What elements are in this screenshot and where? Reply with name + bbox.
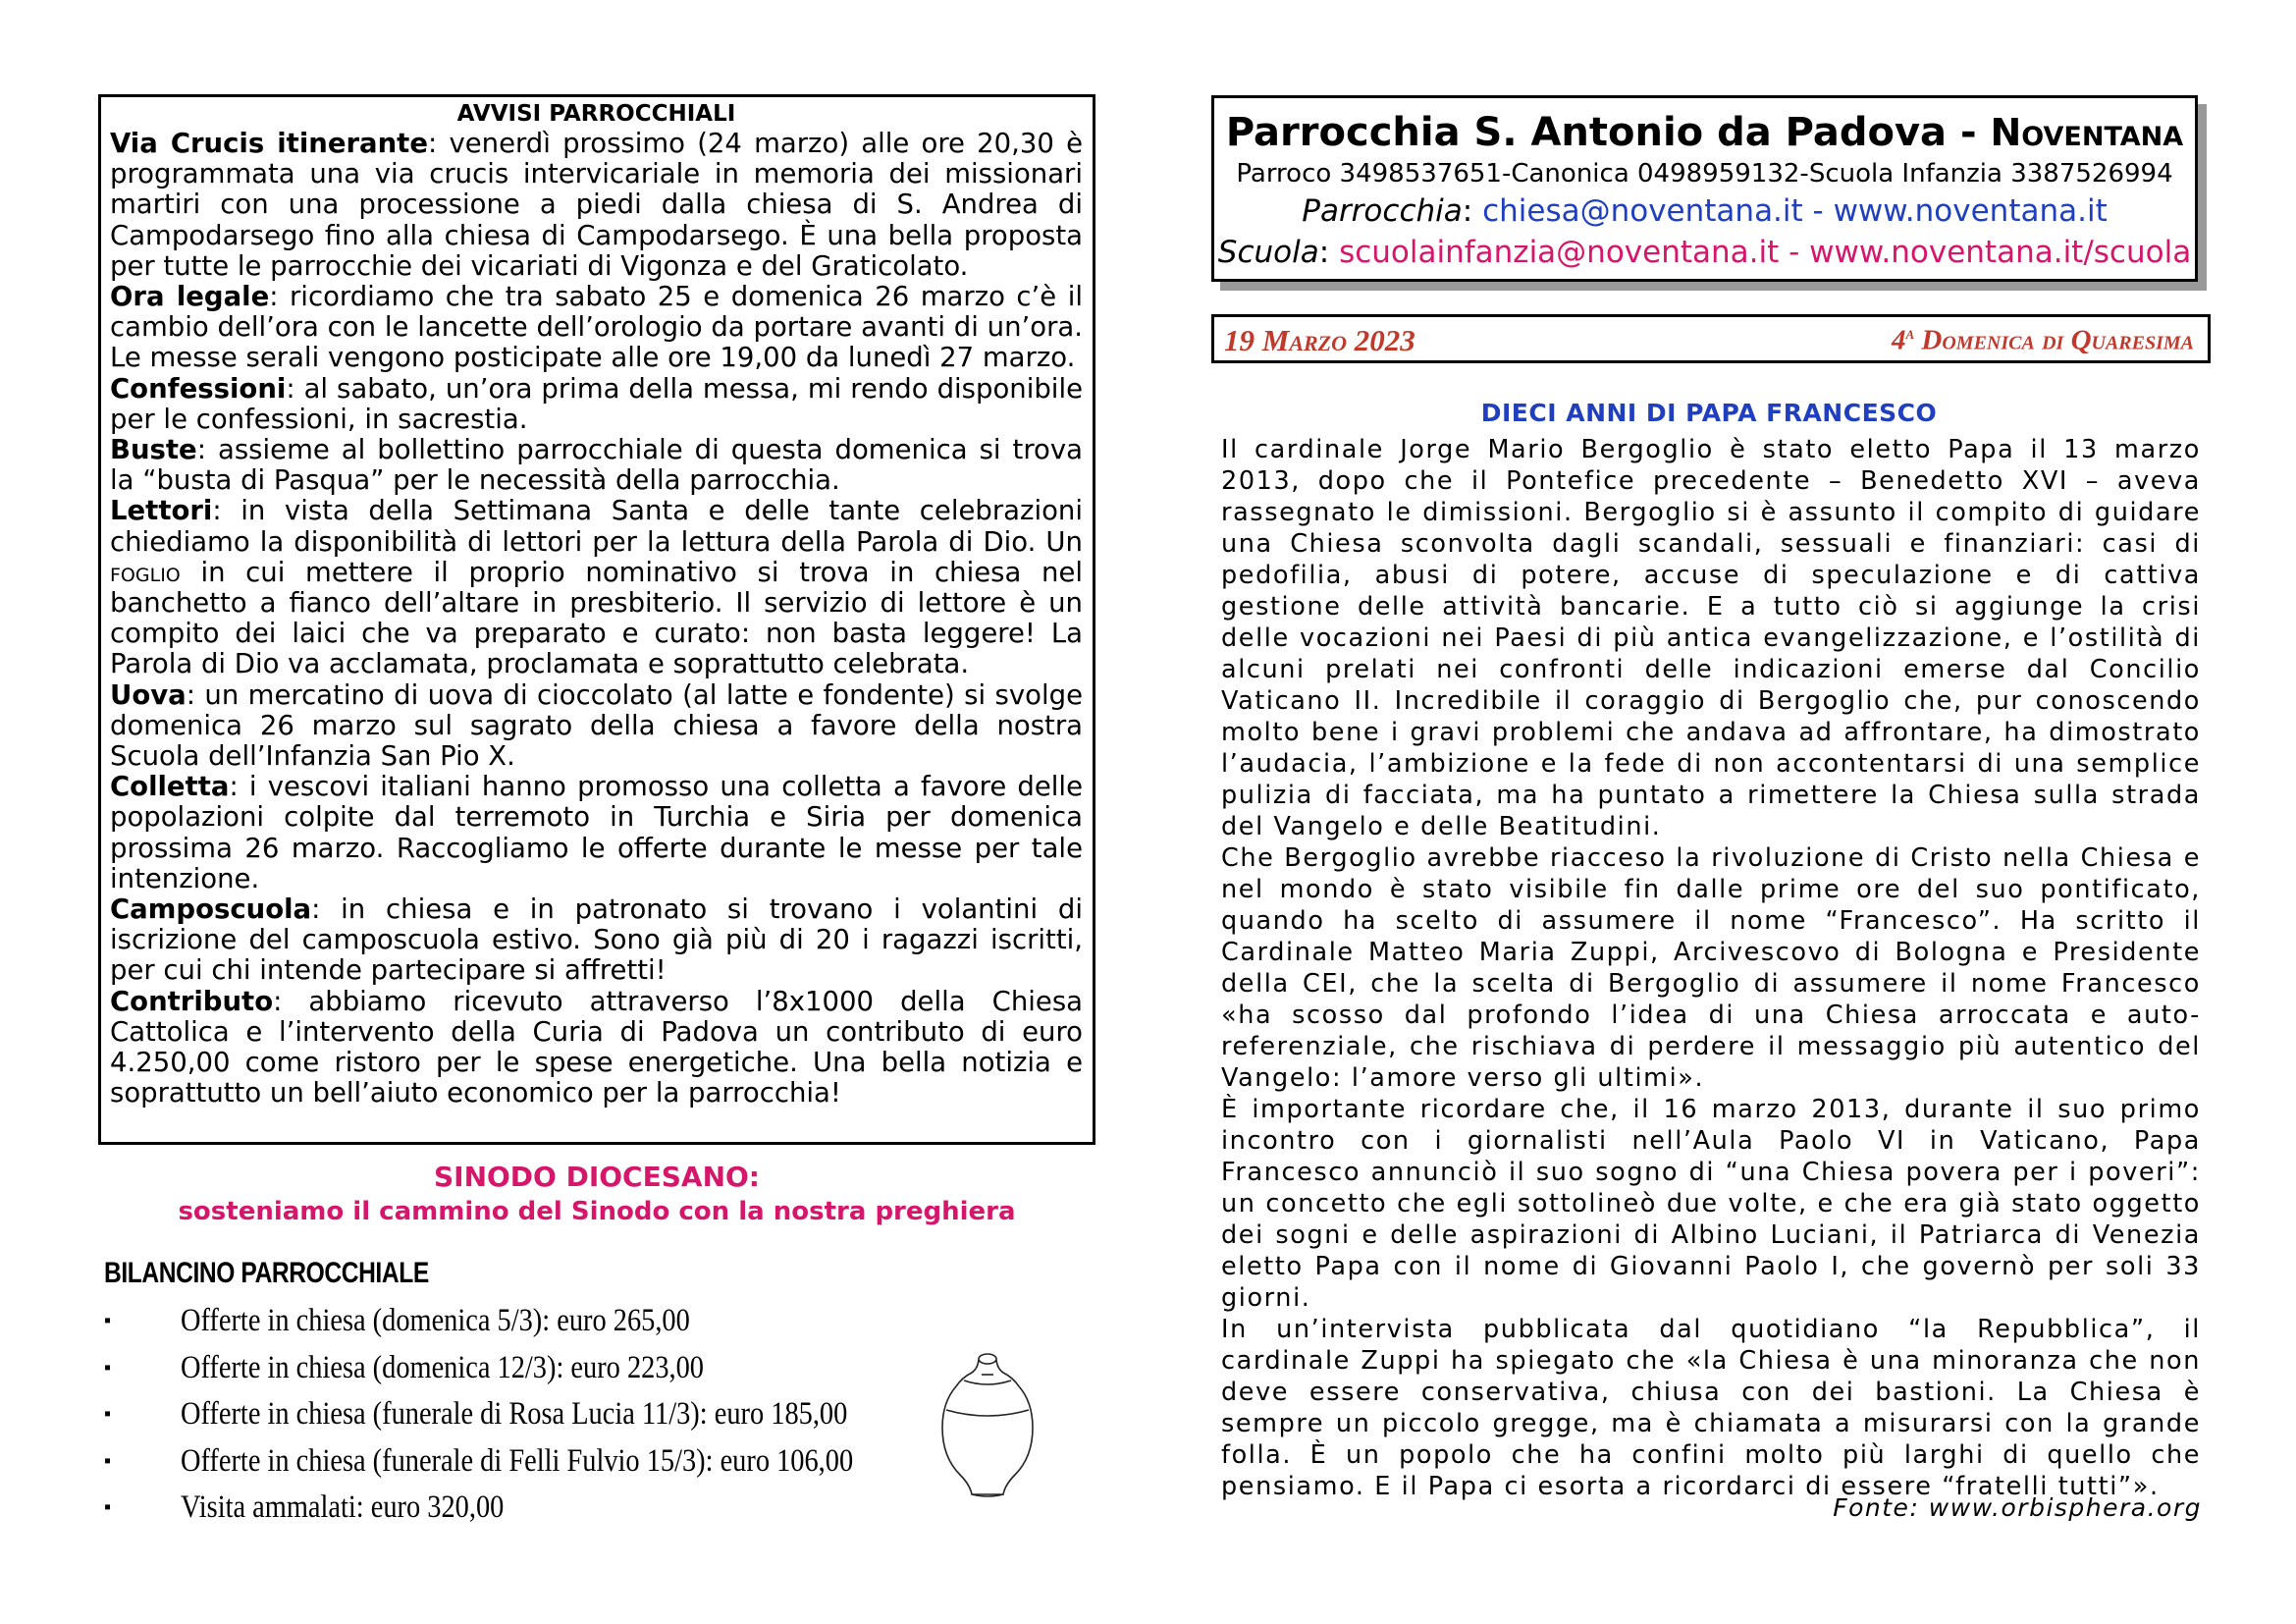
avviso-confessioni <box>110 374 1083 435</box>
bullet-icon: ▪ <box>104 1496 112 1518</box>
avviso-head: Buste <box>110 434 197 466</box>
list-item: ▪ Offerte in chiesa (domenica 12/3): euro 223,00 <box>102 1345 963 1392</box>
avviso-text: : al sabato, un’ora prima della messa, mi rendo disponibile per le confessioni, in sacrestia. <box>110 372 1083 435</box>
avviso-text: : in chiesa e in patronato si trovano i volantini di iscrizione del camposcuola estivo. Sono già più di 20 i ragazzi iscritti, per cui chi intende partecipare si affretti! <box>110 893 1083 987</box>
scuola-label: Scuola <box>1217 235 1319 270</box>
parrocchia-label: Parrocchia <box>1302 193 1463 229</box>
bullet-icon: ▪ <box>104 1403 112 1425</box>
sunday-number: 4 <box>1892 324 1906 356</box>
parish-header <box>1211 95 2198 282</box>
avviso-via-crucis <box>110 129 1083 282</box>
avviso-text: : assieme al bollettino parrocchiale di questa domenica si trova la “busta di Pasqua” per le necessità della parrocchia. <box>110 434 1083 497</box>
avviso-head: Uova <box>110 678 187 711</box>
piggy-bank-jar-icon <box>934 1351 1041 1498</box>
scuola-links[interactable]: scuolainfanzia@noventana.it - www.noventana.it/scuola <box>1339 235 2192 270</box>
bilancio-title: BILANCINO PARROCCHIALE <box>104 1257 429 1289</box>
avvisi-title: AVVISI PARROCCHIALI <box>456 101 736 127</box>
parrocchia-contact: Parrocchia: chiesa@noventana.it - www.noventana.it <box>1302 193 2108 229</box>
avviso-text: : un mercatino di uova di cioccolato (al latte e fondente) si svolge domenica 26 marzo sul sagrato della chiesa a favore della nostra Scuola dell’Infanzia San Pio X. <box>110 678 1083 773</box>
article-paragraph: È importante ricordare che, il 16 marzo 2013, durante il suo primo incontro con i giornalisti nell’Aula Paolo VI in Vaticano, Papa Francesco annunciò il suo sogno di “una Chiesa povera per i poveri”: un concetto che egli sottolineò due volte, e che era già stato oggetto dei sogni e delle aspirazioni di Albino Luciani, il Patriarca di Venezia eletto Papa con il nome di Giovanni Paolo I, che governò per soli 33 giorni. <box>1221 1095 2201 1313</box>
list-item: ▪ Visita ammalati: euro 320,00 <box>102 1485 963 1532</box>
sunday-ordinal: a <box>1905 323 1915 343</box>
bullet-icon: ▪ <box>104 1449 112 1472</box>
article-body <box>1221 434 2201 1502</box>
avviso-text: : abbiamo ricevuto attraverso l’8x1000 della Chiesa Cattolica e l’intervento della Curia di Padova un contributo di euro 4.250,00 come ristoro per le spese energetiche. Una bella notizia e soprattutto un bell’aiuto economico per la parrocchia! <box>110 985 1083 1110</box>
article-paragraph: Che Bergoglio avrebbe riacceso la rivoluzione di Cristo nella Chiesa e nel mondo è stato visibile fin dalle prime ore del suo pontificato, quando ha scelto di assumere il nome “Francesco”. Ha scritto il Cardinale Matteo Maria Zuppi, Arcivescovo di Bologna e Presidente della CEI, che la scelta di Bergoglio di assumere il nome Francesco «ha scosso dal profondo l’idea di una Chiesa arroccata e auto-referenziale, che rischiava di perdere il messaggio più autentico del Vangelo: l’amore verso gli ultimi». <box>1221 843 2201 1093</box>
avviso-lettori <box>110 496 1083 679</box>
list-item: ▪ Offerte in chiesa (funerale di Rosa Lucia 11/3): euro 185,00 <box>102 1391 963 1438</box>
bullet-icon: ▪ <box>104 1310 112 1331</box>
list-item: ▪ Offerte in chiesa (domenica 5/3): euro 265,00 <box>102 1298 963 1345</box>
avvisi-box <box>98 94 1095 1145</box>
avviso-uova <box>110 680 1083 773</box>
avviso-colletta <box>110 772 1083 894</box>
phone-numbers: Parroco 3498537651-Canonica 0498959132-Scuola Infanzia 3387526994 <box>1236 159 2173 189</box>
list-item: ▪ Offerte in chiesa (funerale di Felli Fulvio 15/3): euro 106,00 <box>102 1438 963 1486</box>
bilancio-list <box>102 1298 963 1532</box>
bullet-icon: ▪ <box>104 1356 112 1379</box>
avviso-text: : i vescovi italiani hanno promosso una colletta a favore delle popolazioni colpite dal terremoto in Turchia e Siria per domenica prossima 26 marzo. Raccogliamo le offerte durante le messe per tale intenzione. <box>110 771 1083 894</box>
avviso-buste <box>110 435 1083 496</box>
avviso-contributo <box>110 987 1083 1110</box>
sinodo-title: SINODO DIOCESANO: <box>433 1161 761 1193</box>
avviso-camposcuola <box>110 894 1083 987</box>
avviso-smallcaps: foglio <box>110 556 181 588</box>
sunday-label: Domenica di Quaresima <box>1914 324 2194 356</box>
avviso-head: Camposcuola <box>110 893 312 926</box>
article-paragraph: In un’intervista pubblicata dal quotidiano “la Repubblica”, il cardinale Zuppi ha spiegato che «la Chiesa è una minoranza che non deve essere conservativa, chiusa con dei bastioni. La Chiesa è sempre un piccolo gregge, ma è chiamata a misurarsi con la grande folla. È un popolo che ha confini molto più larghi di quello che pensiamo. E il Papa ci esorta a ricordarci di essere “fratelli tutti”». <box>1221 1315 2201 1501</box>
avviso-text: : ricordiamo che tra sabato 25 e domenica 26 marzo c’è il cambio dell’ora con le lancette dell’orologio da portare avanti di un’ora. Le messe serali vengono posticipate alle ore 19,00 da lunedì 27 marzo. <box>110 281 1083 374</box>
article-paragraph: Il cardinale Jorge Mario Bergoglio è stato eletto Papa il 13 marzo 2013, dopo che il Pontefice precedente – Benedetto XVI – aveva rassegnato le dimissioni. Bergoglio si è assunto il compito di guidare una Chiesa sconvolta dagli scandali, sessuali e finanziari: casi di pedofilia, abusi di potere, accuse di speculazione e di cattiva gestione delle attività bancarie. E a tutto ciò si aggiunge la crisi delle vocazioni nei Paesi di più antica evangelizzazione, e l’ostilità di alcuni prelati nei confronti delle indicazioni emerse dal Concilio Vaticano II. Incredibile il coraggio di Bergoglio che, pur conoscendo molto bene i gravi problemi che andava ad affrontare, ha dimostrato l’audacia, l’ambizione e la fede di non accontentarsi di una semplice pulizia di facciata, ma ha puntato a rimettere la Chiesa sulla strada del Vangelo e delle Beatitudini. <box>1221 435 2201 841</box>
article-source: Fonte: www.orbisphera.org <box>1833 1493 2202 1522</box>
avviso-head: Ora legale <box>110 281 270 313</box>
sinodo-subtitle: sosteniamo il cammino del Sinodo con la nostra preghiera <box>178 1197 1016 1226</box>
avviso-text-2: in cui mettere il proprio nominativo si trova in chiesa nel banchetto a fianco dell’altare in presbiterio. Il servizio di lettore è un compito dei laici che va preparato e curato: non basta leggere! La Parola di Dio va acclamata, proclamata e soprattutto celebrata. <box>110 556 1083 680</box>
avviso-text: : in vista della Settimana Santa e delle tante celebrazioni chiediamo la disponibilità di lettori per la lettura della Parola di Dio. Un <box>110 495 1083 558</box>
avviso-head: Colletta <box>110 771 230 803</box>
avviso-ora-legale <box>110 282 1083 374</box>
avviso-head: Via Crucis itinerante <box>110 128 428 159</box>
avviso-text: : venerdì prossimo (24 marzo) alle ore 20,30 è programmata una via crucis intervicariale in memoria dei missionari martiri con una processione a piedi dalla chiesa di S. Andrea di Campodarsego fino alla chiesa di Campodarsego. È una bella proposta per tutte le parrocchie dei vicariati di Vigonza e del Graticolato. <box>110 128 1083 282</box>
avviso-head: Confessioni <box>110 372 287 405</box>
scuola-contact: Scuola: scuolainfanzia@noventana.it - www.noventana.it/scuola <box>1217 235 2192 270</box>
date-bar <box>1211 314 2211 363</box>
parish-name <box>1214 108 2195 157</box>
issue-date: 19 Marzo 2023 <box>1224 323 1415 357</box>
avviso-head: Lettori <box>110 495 213 527</box>
parish-title: Parrocchia S. Antonio da Padova <box>1225 110 1948 155</box>
town-name: Noventana <box>1990 111 2184 154</box>
liturgical-sunday <box>1892 323 2194 357</box>
parrocchia-links[interactable]: chiesa@noventana.it - www.noventana.it <box>1482 193 2108 229</box>
avviso-head: Contributo <box>110 985 274 1017</box>
article-title: DIECI ANNI DI PAPA FRANCESCO <box>1480 399 1938 427</box>
separator: - <box>1947 110 1991 155</box>
